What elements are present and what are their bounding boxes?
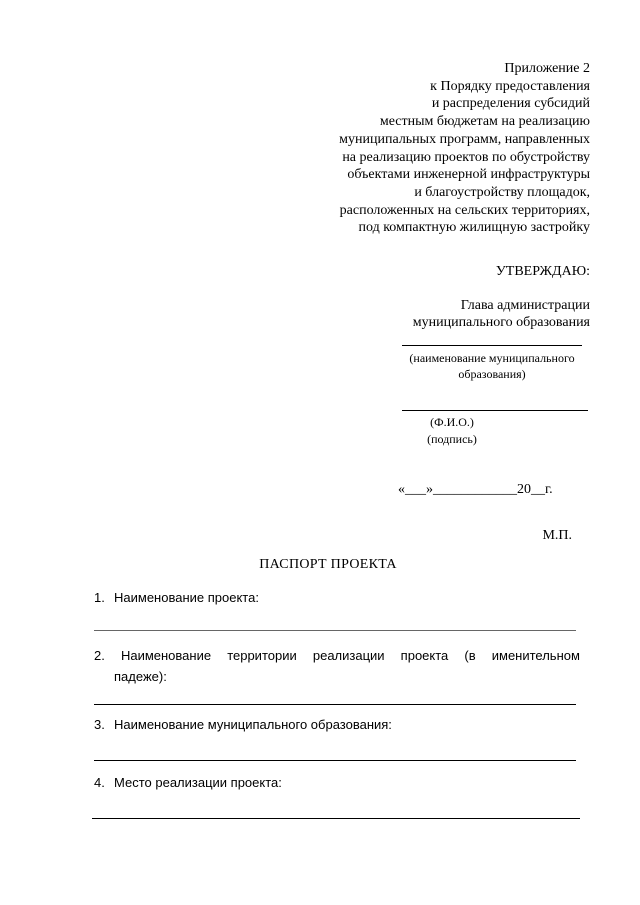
appendix-line: и благоустройству площадок, — [414, 184, 590, 200]
approve-heading: УТВЕРЖДАЮ: — [495, 264, 590, 279]
appendix-line: расположенных на сельских территориях, — [339, 202, 590, 218]
signature-hint: (подпись) — [427, 432, 477, 446]
project-name-field[interactable] — [94, 630, 576, 631]
item-word: реализации — [312, 648, 385, 663]
item-word: территории — [227, 648, 297, 663]
item-word: (в — [464, 648, 476, 663]
item-text: Наименование муниципального образования: — [114, 717, 392, 732]
stamp-place: М.П. — [542, 528, 572, 543]
item-word: проекта — [400, 648, 449, 663]
hint-line: образования) — [458, 367, 526, 381]
hint-line: (наименование муниципального — [409, 351, 575, 365]
head-of-administration — [413, 297, 590, 331]
appendix-line: объектами инженерной инфраструктуры — [347, 167, 590, 183]
passport-title: ПАСПОРТ ПРОЕКТА — [259, 557, 397, 572]
item-number: 2. — [94, 648, 105, 663]
appendix-line: к Порядку предоставления — [430, 78, 590, 94]
passport-item-1 — [94, 590, 259, 605]
item-text: Наименование проекта: — [114, 590, 259, 605]
appendix-line: местным бюджетам на реализацию — [379, 114, 590, 130]
fio-hint: (Ф.И.О.) — [430, 415, 474, 429]
head-title-line: муниципального образования — [412, 315, 590, 330]
territory-name-field[interactable] — [94, 704, 576, 705]
passport-item-2 — [94, 645, 580, 687]
appendix-line: и распределения субсидий — [431, 96, 590, 112]
appendix-line: на реализацию проектов по обустройству — [342, 149, 590, 165]
appendix-line: под компактную жилищную застройку — [358, 220, 590, 236]
item-word: именительном — [491, 648, 580, 663]
head-title-line: Глава администрации — [460, 298, 590, 313]
passport-item-4 — [94, 775, 282, 790]
municipality-field[interactable] — [94, 760, 576, 761]
appendix-line: Приложение 2 — [504, 61, 590, 76]
appendix-line: муниципальных программ, направленных — [339, 131, 590, 147]
item-continuation: падеже): — [114, 669, 167, 684]
location-field[interactable] — [92, 818, 580, 819]
fio-line[interactable] — [402, 410, 588, 411]
municipality-name-line[interactable] — [402, 345, 582, 346]
item-number: 4. — [94, 775, 105, 790]
approval-date[interactable]: «___»____________20__г. — [398, 482, 553, 497]
item-text: Место реализации проекта: — [114, 775, 282, 790]
item-word: Наименование — [120, 648, 212, 663]
appendix-header — [339, 60, 590, 237]
item-number: 1. — [94, 590, 105, 605]
passport-item-3 — [94, 717, 392, 732]
item-number: 3. — [94, 717, 105, 732]
municipality-name-hint — [392, 350, 592, 382]
